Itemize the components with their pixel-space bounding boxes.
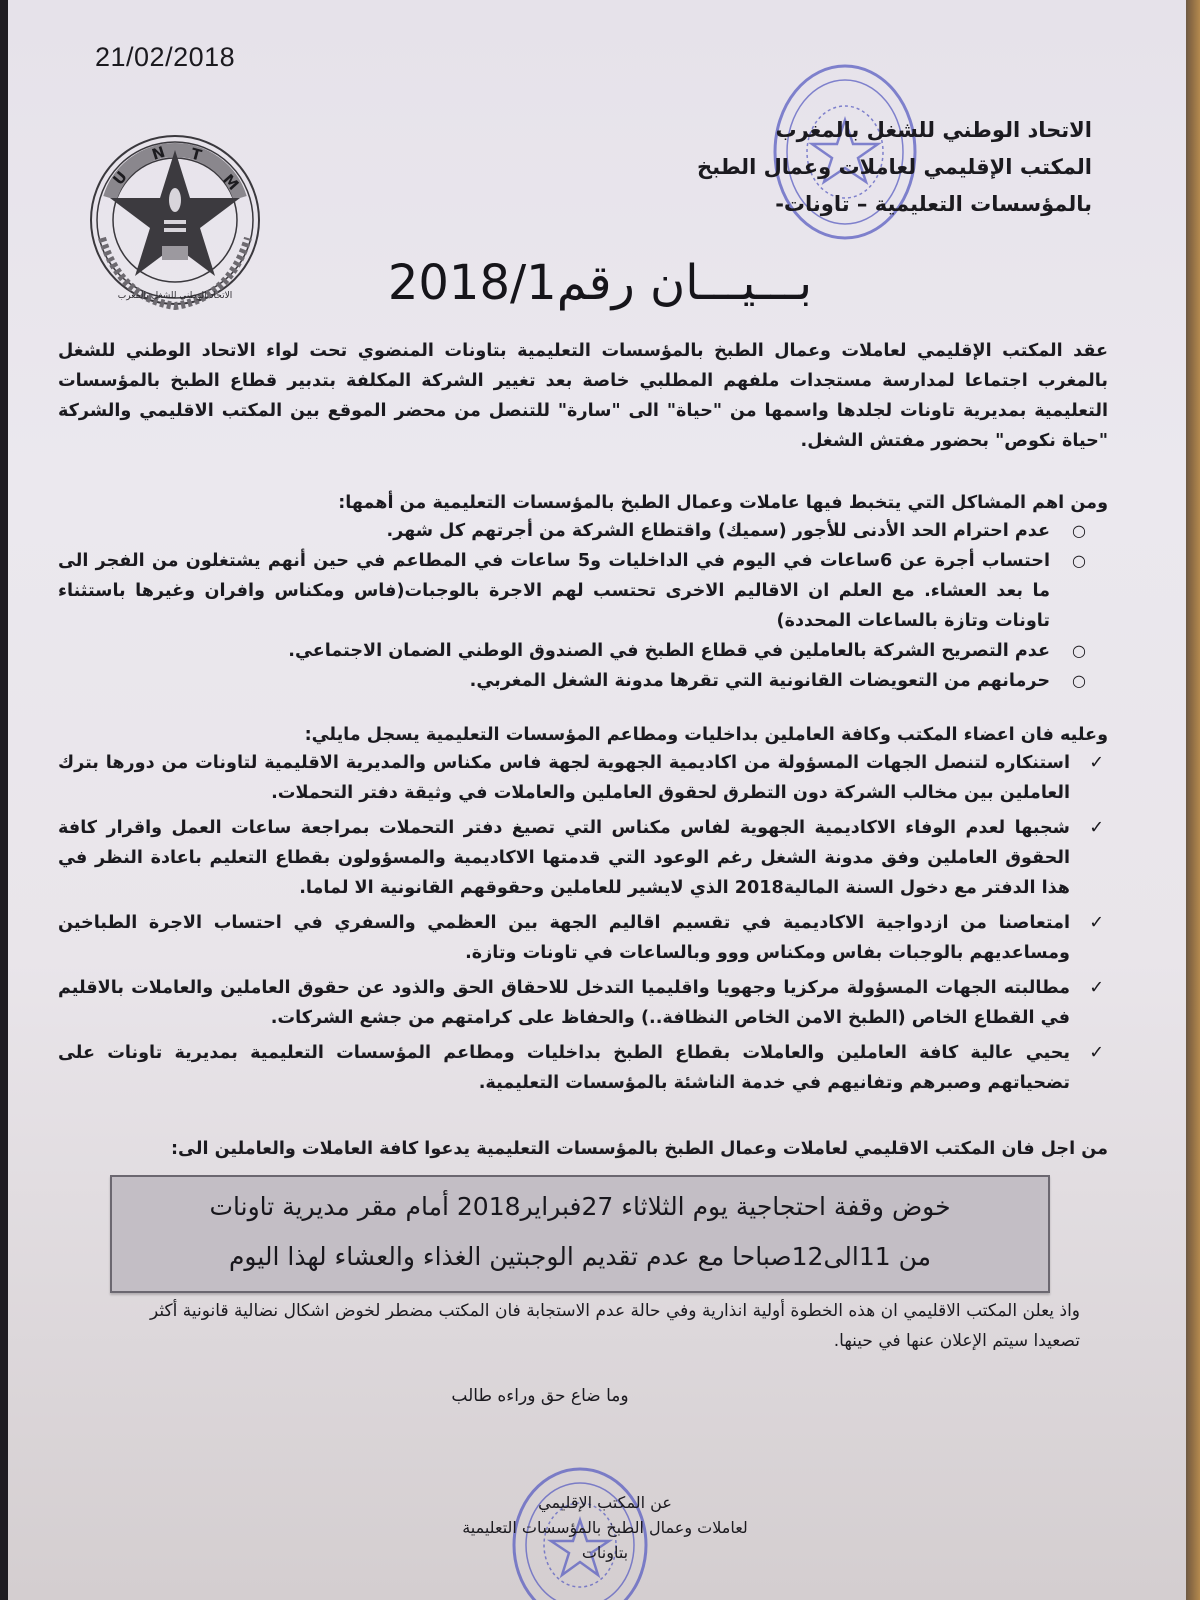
protest-announcement-box (110, 1175, 1050, 1293)
problem-item: ○ عدم التصريح الشركة بالعاملين في قطاع الطبخ في الصندوق الوطني الضمان الاجتماعي. (58, 636, 1108, 666)
checkmark-icon: ✓ (1089, 818, 1104, 838)
signature-line: بتاونات (581, 1543, 629, 1562)
problems-list (58, 516, 1108, 696)
circle-bullet-icon: ○ (1072, 521, 1086, 540)
header-line: الاتحاد الوطني للشغل بالمغرب (775, 118, 1092, 142)
document-title: بـــيـــان رقم2018/1 (387, 255, 813, 311)
problem-item: ○ حرمانهم من التعويضات القانونية التي تقرها مدونة الشغل المغربي. (58, 666, 1108, 696)
document-date: 21/02/2018 (95, 42, 236, 72)
svg-text:U: U (109, 167, 131, 189)
signature-line: لعاملات وعمال الطبخ بالمؤسسات التعليمية (462, 1518, 748, 1537)
letterhead (672, 112, 1092, 223)
checkmark-icon: ✓ (1089, 1043, 1104, 1063)
checkmark-icon: ✓ (1089, 753, 1104, 773)
intro-paragraph: عقد المكتب الإقليمي لعاملات وعمال الطبخ بالمؤسسات التعليمية بتاونات المنضوي تحت لواء الاتحاد الوطني للشغل بالمغرب اجتماعا لمدارسة مستجدات ملفهم المطلبي خاصة بعد تغيير الشركة المكلفة بتدبير قطاع الطبخ بالمؤسسات التعليمية بمديرية تاونات لجلدها واسمها من "حياة" الى "سارة" للتنصل من محضر الموقع بين المكتب الاقليمي والشركة "حياة نكوص" بحضور مفتش الشغل. (58, 341, 1108, 451)
circle-bullet-icon: ○ (1072, 551, 1086, 570)
problem-item: ○ عدم احترام الحد الأدنى للأجور (سميك) واقتطاع الشركة من أجرتهم كل شهر. (58, 516, 1108, 546)
signature-block (400, 1490, 810, 1565)
positions-intro: وعليه فان اعضاء المكتب وكافة العاملين بداخليات ومطاعم المؤسسات التعليمية يسجل مايلي: (304, 725, 1108, 745)
circle-bullet-icon: ○ (1072, 671, 1086, 690)
position-item: ✓ امتعاصنا من ازدواجية الاكاديمية في تقسيم اقاليم الجهة بين العظمي والسفري في احتساب الاجرة الطباخين ومساعديهم بالوجبات بفاس ومكناس ووو وبالساعات في تاونات وتازة. (58, 908, 1108, 968)
svg-text:T: T (188, 144, 204, 165)
position-item: ✓ شجبها لعدم الوفاء الاكاديمية الجهوية لفاس مكناس التي تصيغ دفتر التحملات بمراجعة ساعات العمل واقرار كافة الحقوق العاملين وفق مدونة الشغل رغم الوعود التي قدمتها الاكاديمية والمسؤولون بقطاع التعليم باعادة النظر في هذا الدفتر مع دخول السنة المالية2018 الذي لايشير للعاملين وحقوقهم القانونية الا لماما. (58, 813, 1108, 903)
photo-background-left (0, 0, 8, 1600)
position-item: ✓ مطالبته الجهات المسؤولة مركزيا وجهويا واقليميا التدخل للاحقاق الحق والذود عن حقوق العاملين والعاملات بالاقليم في القطاع الخاص (الطبخ الامن الخاص النظافة..) والحفاظ على كرامتهم من جشع الشركات. (58, 973, 1108, 1033)
logo-ring-text: الاتحاد الوطني للشغل بالمغرب (117, 291, 233, 301)
checkmark-icon: ✓ (1089, 978, 1104, 998)
positions-list (58, 748, 1108, 1103)
header-line: المكتب الإقليمي لعاملات وعمال الطبخ (697, 155, 1092, 179)
svg-text:M: M (219, 170, 243, 194)
signature-line: عن المكتب الإقليمي (538, 1493, 672, 1512)
circle-bullet-icon: ○ (1072, 641, 1086, 660)
svg-text:N: N (149, 142, 168, 164)
problems-intro: ومن اهم المشاكل التي يتخبط فيها عاملات وعمال الطبخ بالمؤسسات التعليمية من أهمها: (338, 493, 1108, 513)
checkmark-icon: ✓ (1089, 913, 1104, 933)
position-item: ✓ يحيي عالية كافة العاملين والعاملات بقطاع الطبخ بداخليات ومطاعم المؤسسات التعليمية بمديرية تاونات على تضحياتهم وصبرهم وتفانيهم في خدمة الناشئة بالمؤسسات التعليمية. (58, 1038, 1108, 1098)
callout-line: خوض وقفة احتجاجية يوم الثلاثاء 27فبراير2018 أمام مقر مديرية تاونات (209, 1192, 951, 1221)
call-intro: من اجل فان المكتب الاقليمي لعاملات وعمال الطبخ بالمؤسسات التعليمية يدعوا كافة العاملات والعاملين الى: (171, 1139, 1108, 1159)
motto: وما ضاع حق وراءه طالب (451, 1386, 629, 1406)
closing-paragraph: واذ يعلن المكتب الاقليمي ان هذه الخطوة أولية انذارية وفي حالة عدم الاستجابة فان المكتب مضطر لخوض اشكال نضالية قانونية أكثر تصعيدا سيتم الإعلان عنها في حينها. (150, 1301, 1080, 1351)
position-item: ✓ استنكاره لتنصل الجهات المسؤولة من اكاديمية الجهوية لجهة فاس مكناس والمديرية الاقليمية لتاونات من دورها بترك العاملين بين مخالب الشركة دون التطرق لحقوق العاملين والعاملات في وثيقة دفتر التحملات. (58, 748, 1108, 808)
header-line: بالمؤسسات التعليمية – تاونات- (775, 192, 1092, 216)
problem-item: ○ احتساب أجرة عن 6ساعات في اليوم في الداخليات و5 ساعات في المطاعم في حين أنهم يشتغلون من الفجر الى ما بعد العشاء. مع العلم ان الاقاليم الاخرى تحتسب لهم الاجرة بالوجبات(فاس ومكناس وافران وغيرها باستثناء تاونات وتازة بالساعات المحددة) (58, 546, 1108, 636)
photo-background-right (1186, 0, 1200, 1600)
callout-line: من 11الى12صباحا مع عدم تقديم الوجبتين الغذاء والعشاء لهذا اليوم (228, 1242, 932, 1271)
